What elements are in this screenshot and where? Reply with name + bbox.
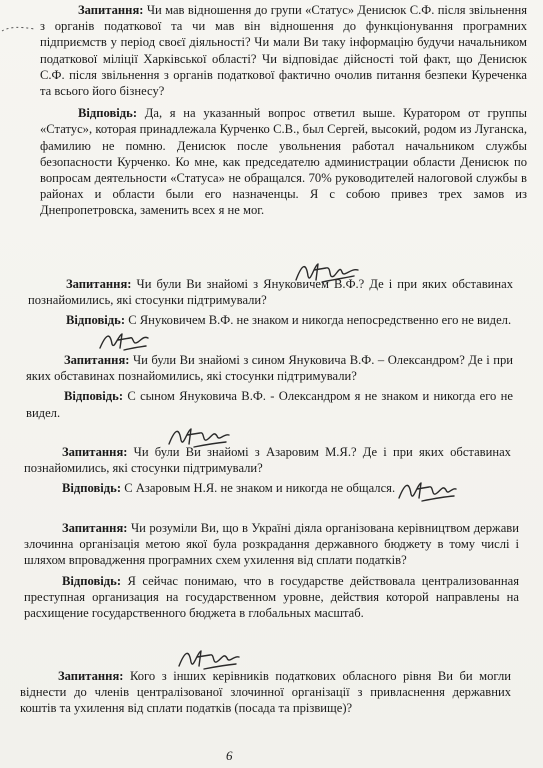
question-text: Чи були Ви знайомі з сином Януковича В.Ф. – Олександром? Де і при яких обставинах познайомились, які стосунки підтримували? bbox=[26, 353, 513, 384]
signature-4 bbox=[396, 478, 458, 504]
question-label: Запитання: bbox=[58, 669, 124, 683]
question-label: Запитання: bbox=[64, 353, 130, 367]
answer-label: Відповідь: bbox=[62, 481, 122, 496]
answer-text: Я сейчас понимаю, что в государстве действовала централизованная преступная организация на государственном уровне, действия которой направлены на расхищение государственного бюджета в глобальных масштаб. bbox=[24, 573, 519, 621]
question-4 bbox=[24, 444, 511, 476]
punch-hole-mark bbox=[0, 22, 36, 34]
qa-block-1 bbox=[40, 2, 527, 219]
question-label: Запитання: bbox=[78, 3, 144, 17]
question-label: Запитання: bbox=[62, 521, 128, 535]
answer-label: Відповідь: bbox=[64, 389, 124, 404]
signature-5 bbox=[176, 646, 242, 672]
answer-label: Відповідь: bbox=[66, 313, 126, 328]
signature-3 bbox=[166, 424, 232, 450]
answer-1 bbox=[40, 105, 527, 218]
answer-text: Да, я на указанный вопрос ответил выше. Куратором от группы «Статус», которая принадлежала Курченко С.В., был Сергей, высокий, родом из Луганска, фамилию не помню. Денисюк после увольнения работал начальником службы безопасности Курченко. Ко мне, как председателю администрации области Денисюк по вопросам деятельности «Статуса» не обращался. 70% руководителей налоговой службы в районах и области были его назначенцы. Я с собою привез трех замов из Днепропетровска, заменить всех я не мог. bbox=[40, 106, 527, 218]
qa-block-5 bbox=[24, 520, 519, 621]
signature-2 bbox=[98, 330, 150, 352]
answer-text: С сыном Януковича В.Ф. - Олександром я не знаком и никогда его не видел. bbox=[26, 389, 513, 420]
qa-block-6 bbox=[20, 668, 511, 717]
question-text: Кого з інших керівників податкових обласного рівня Ви би могли віднести до членів централізованої злочинної організації з привласнення державних коштів та ухилення від сплати податків (посада та прізвище)? bbox=[20, 669, 511, 716]
page-number: 6 bbox=[226, 748, 233, 763]
question-label: Запитання: bbox=[62, 445, 128, 459]
qa-block-3 bbox=[26, 352, 513, 421]
answer-text: С Азаровым Н.Я. не знаком и никогда не общался. bbox=[124, 481, 396, 496]
answer-label: Відповідь: bbox=[62, 573, 122, 588]
question-text: Чи мав відношення до групи «Статус» Денисюк С.Ф. після звільнення з органів податкової та чи мав він відношення до функціонування програмних підприємств у період своєї діяльності? Чи мали Ви таку інформацію будучи начальником податкової міліції Харківської області? Чи відповідає дійсності той факт, що Денисюк С.Ф. після звільнення з органів податкової фактично очолив питання безпеки Куреченка та всього його бізнесу? bbox=[40, 3, 527, 99]
question-6 bbox=[20, 668, 511, 717]
answer-label: Відповідь: bbox=[78, 106, 138, 121]
question-3 bbox=[26, 352, 513, 384]
answer-text: С Януковичем В.Ф. не знаком и никогда непосредственно его не видел. bbox=[128, 313, 512, 328]
qa-block-2 bbox=[28, 276, 513, 329]
question-2 bbox=[28, 276, 513, 308]
question-label: Запитання: bbox=[66, 277, 132, 291]
question-text: Чи були Ви знайомі з Азаровим М.Я.? Де і при яких обставинах познайомились, які стосунки підтримували? bbox=[24, 445, 511, 476]
question-text: Чи розуміли Ви, що в Україні діяла організована керівництвом держави злочинна організація метою якої була розкрадання державного бюджету в тому числі і шляхом впровадження програмних схем ухилення від сплати податків? bbox=[24, 521, 519, 568]
answer-5 bbox=[24, 573, 519, 622]
answer-2 bbox=[28, 312, 513, 328]
answer-3 bbox=[26, 388, 513, 420]
question-1 bbox=[40, 2, 527, 99]
question-text: Чи були Ви знайомі з Януковичем В.Ф.? Де і при яких обставинах познайомились, які стосунки підтримували? bbox=[28, 277, 514, 308]
question-5 bbox=[24, 520, 519, 569]
signature-1 bbox=[292, 258, 362, 286]
